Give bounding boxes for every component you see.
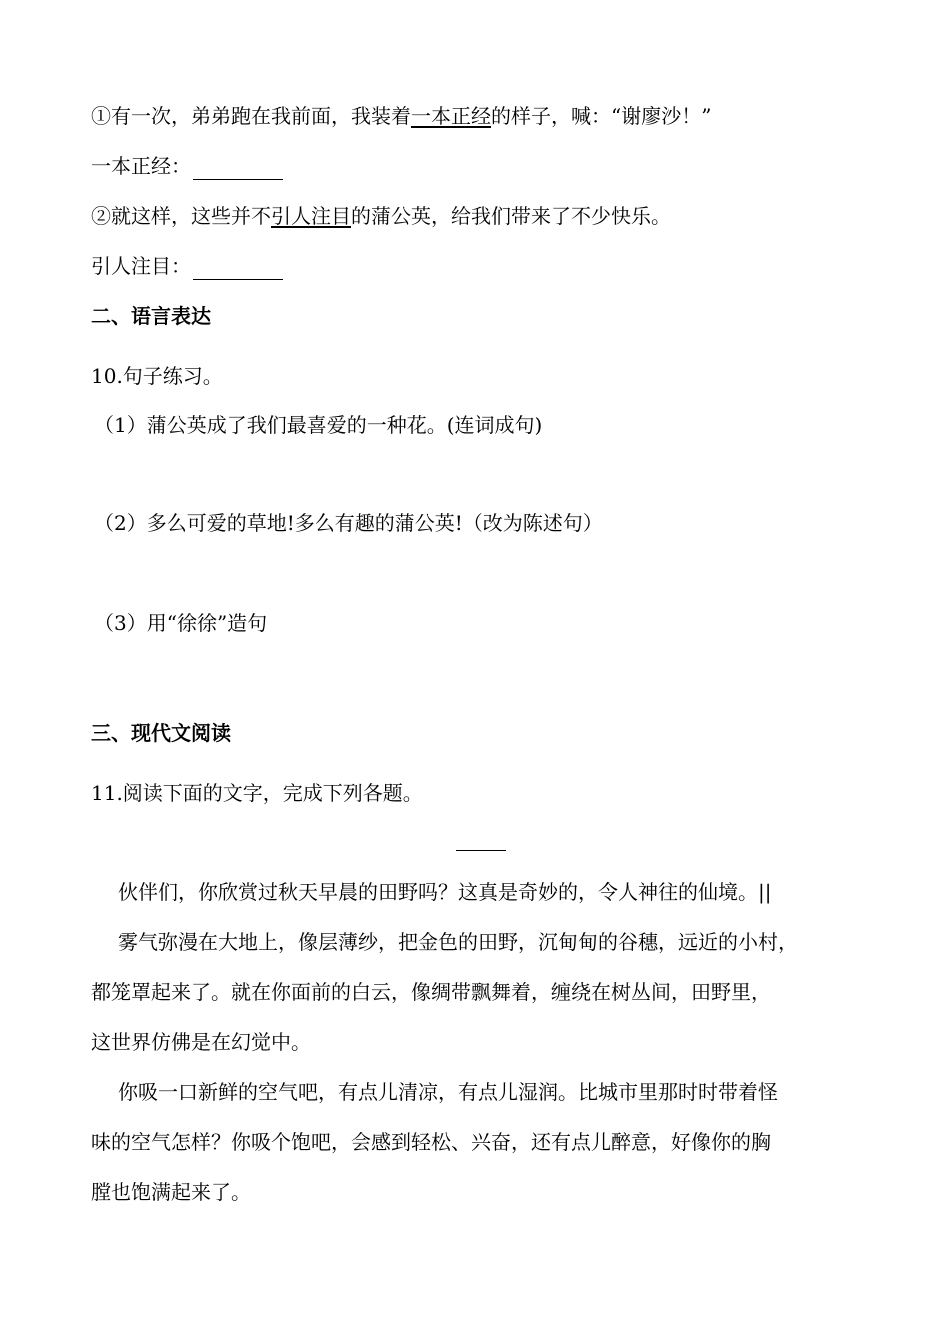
q9-item2-sentence <box>91 202 671 230</box>
q9-item2-underlined: 引人注目 <box>271 204 351 228</box>
q10-sub3: （3）用“徐徐”造句 <box>94 611 268 635</box>
q9-item2-answer <box>91 252 283 280</box>
section3-heading: 三、现代文阅读 <box>91 721 231 745</box>
q9-item2-answer-blank[interactable] <box>193 257 283 280</box>
passage-p2-line1: 雾气弥漫在大地上，像层薄纱，把金色的田野，沉甸甸的谷穗，远近的小村， <box>118 930 798 954</box>
passage-p2-line2: 都笼罩起来了。就在你面前的白云，像绸带飘舞着，缠绕在树丛间，田野里， <box>91 980 771 1004</box>
passage-p3-line2: 味的空气怎样？你吸个饱吧，会感到轻松、兴奋，还有点儿醉意，好像你的胸 <box>91 1130 771 1154</box>
passage-p1: 伙伴们，你欣赏过秋天早晨的田野吗？这真是奇妙的，令人神往的仙境。|| <box>118 880 772 904</box>
passage-title-blank[interactable] <box>456 850 506 851</box>
q9-item2-answer-label: 引人注目： <box>91 254 191 278</box>
q9-item1-prefix: ①有一次，弟弟跑在我前面，我装着 <box>91 104 411 128</box>
q9-item1-underlined: 一本正经 <box>411 104 491 128</box>
q9-item1-answer-label: 一本正经： <box>91 154 191 178</box>
q10-title: 10.句子练习。 <box>91 364 223 388</box>
section2-heading: 二、语言表达 <box>91 304 211 328</box>
q9-item2-suffix: 的蒲公英，给我们带来了不少快乐。 <box>351 204 671 228</box>
q9-item1-sentence <box>91 102 711 130</box>
q10-sub2: （2）多么可爱的草地!多么有趣的蒲公英!（改为陈述句） <box>94 511 603 535</box>
passage-p3-line1: 你吸一口新鲜的空气吧，有点儿清凉，有点儿湿润。比城市里那时时带着怪 <box>118 1080 778 1104</box>
q9-item2-prefix: ②就这样，这些并不 <box>91 204 271 228</box>
q11-title: 11.阅读下面的文字，完成下列各题。 <box>91 781 423 805</box>
q9-item1-answer-blank[interactable] <box>193 157 283 180</box>
q9-item1-answer <box>91 152 283 180</box>
q10-sub1: （1）蒲公英成了我们最喜爱的一种花。(连词成句) <box>94 413 543 437</box>
passage-p3-line3: 膛也饱满起来了。 <box>91 1180 251 1204</box>
passage-p2-line3: 这世界仿佛是在幻觉中。 <box>91 1030 311 1054</box>
q9-item1-suffix: 的样子，喊：“谢廖沙！” <box>491 104 712 128</box>
